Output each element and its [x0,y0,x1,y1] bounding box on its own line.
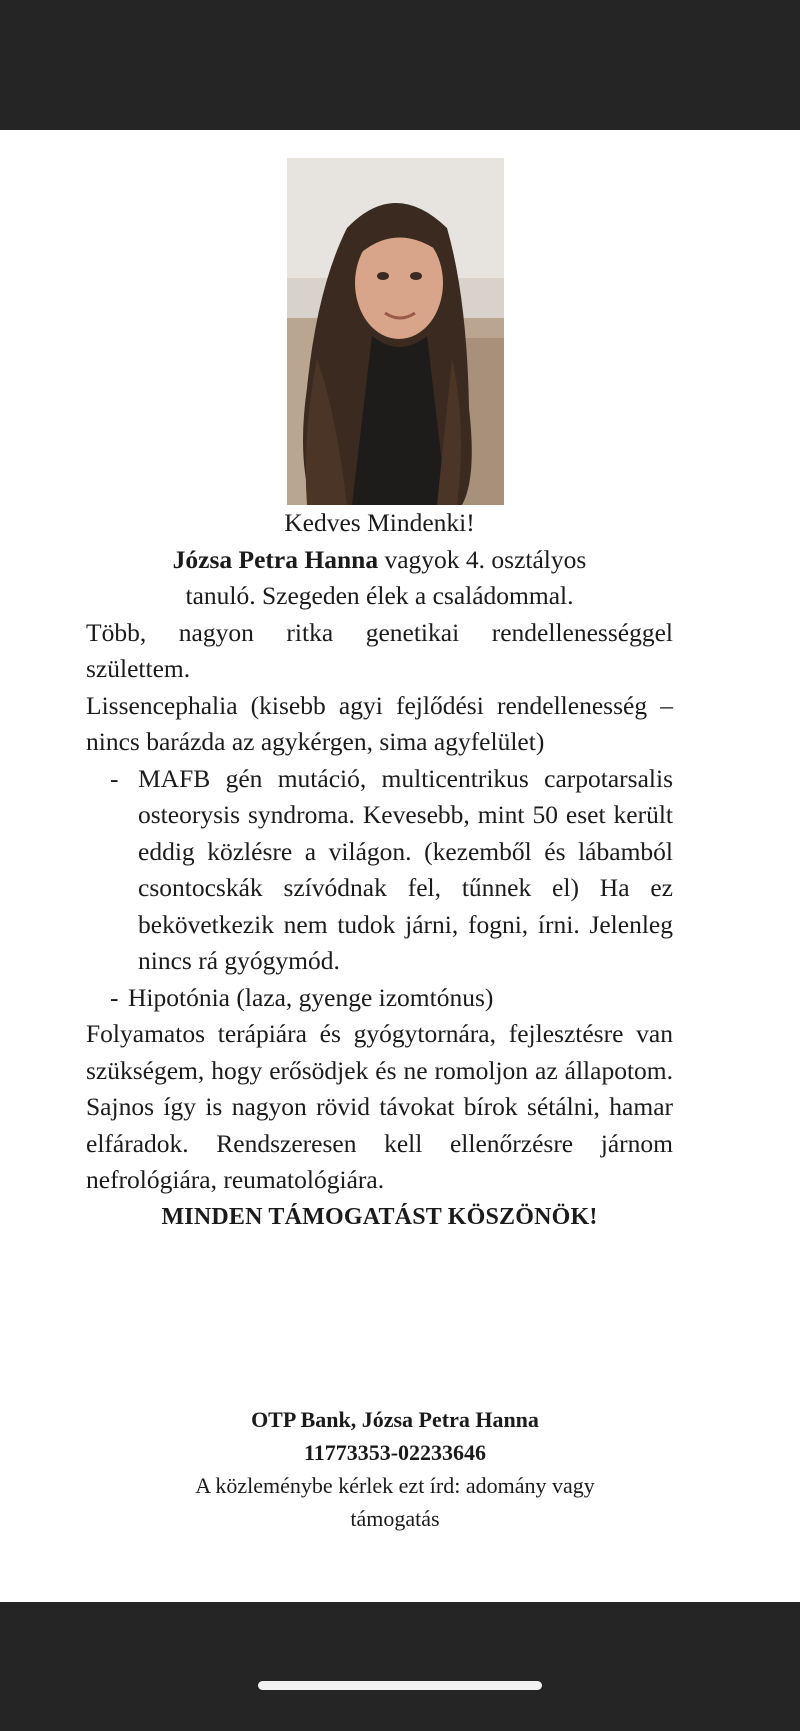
bank-details [120,1403,670,1535]
bullet-hipotonia-text: Hipotónia (laza, gyenge izomtónus) [128,982,494,1012]
bullet-mafb-text: MAFB gén mutáció, multicentrikus carpotarsalis osteorysis syndroma. Kevesebb, mint 50 eset került eddig közlésre a világon. (kezemből és lábamból csontocskák szívódnak fel, tűnnek el) Ha ez bekövetkezik nem tudok járni, fogni, írni. Jelenleg nincs rá gyógymód. [138,763,673,975]
girl-portrait-image [287,158,504,505]
bullet-dash: - [110,982,119,1012]
bullet-mafb [86,761,673,980]
home-indicator[interactable] [258,1681,542,1690]
intro-line-2: tanuló. Szegeden élek a családommal. [185,581,574,610]
author-name: Józsa Petra Hanna [172,544,379,574]
bank-name: OTP Bank, Józsa Petra Hanna [251,1407,539,1432]
bottom-bar [0,1602,800,1731]
transfer-note-line-2: támogatás [350,1506,440,1531]
paragraph-therapy: Folyamatos terápiára és gyógytornára, fejlesztésre van szükségem, hogy erősödjek és ne romoljon az állapotom. Sajnos így is nagyon rövid távokat bírok sétálni, hamar elfáradok. Rendszeresen kell ellenőrzésre járnom nefrológiára, reumatológiára. [86,1019,673,1194]
paragraph-conditions: Több, nagyon ritka genetikai rendellenességgel születtem. [86,617,673,683]
intro-line-1-rest: vagyok 4. osztályos [378,544,587,574]
bullet-dash: - [110,763,119,793]
intro-line-1 [86,542,673,579]
appeal-letter [86,505,673,1235]
greeting: Kedves Mindenki! [284,508,475,537]
paragraph-lissencephalia: Lissencephalia (kisebb agyi fejlődési rendellenesség – nincs barázda az agykérgen, sima agyfelület) [86,690,673,756]
portrait-photo [287,158,504,505]
bullet-hipotonia [86,980,673,1017]
bank-account-number: 11773353-02233646 [303,1440,487,1465]
top-status-bar [0,0,800,130]
transfer-note-line-1: A közleménybe kérlek ezt írd: adomány vagy [195,1473,595,1498]
thanks-heading: MINDEN TÁMOGATÁST KÖSZÖNÖK! [161,1203,598,1230]
